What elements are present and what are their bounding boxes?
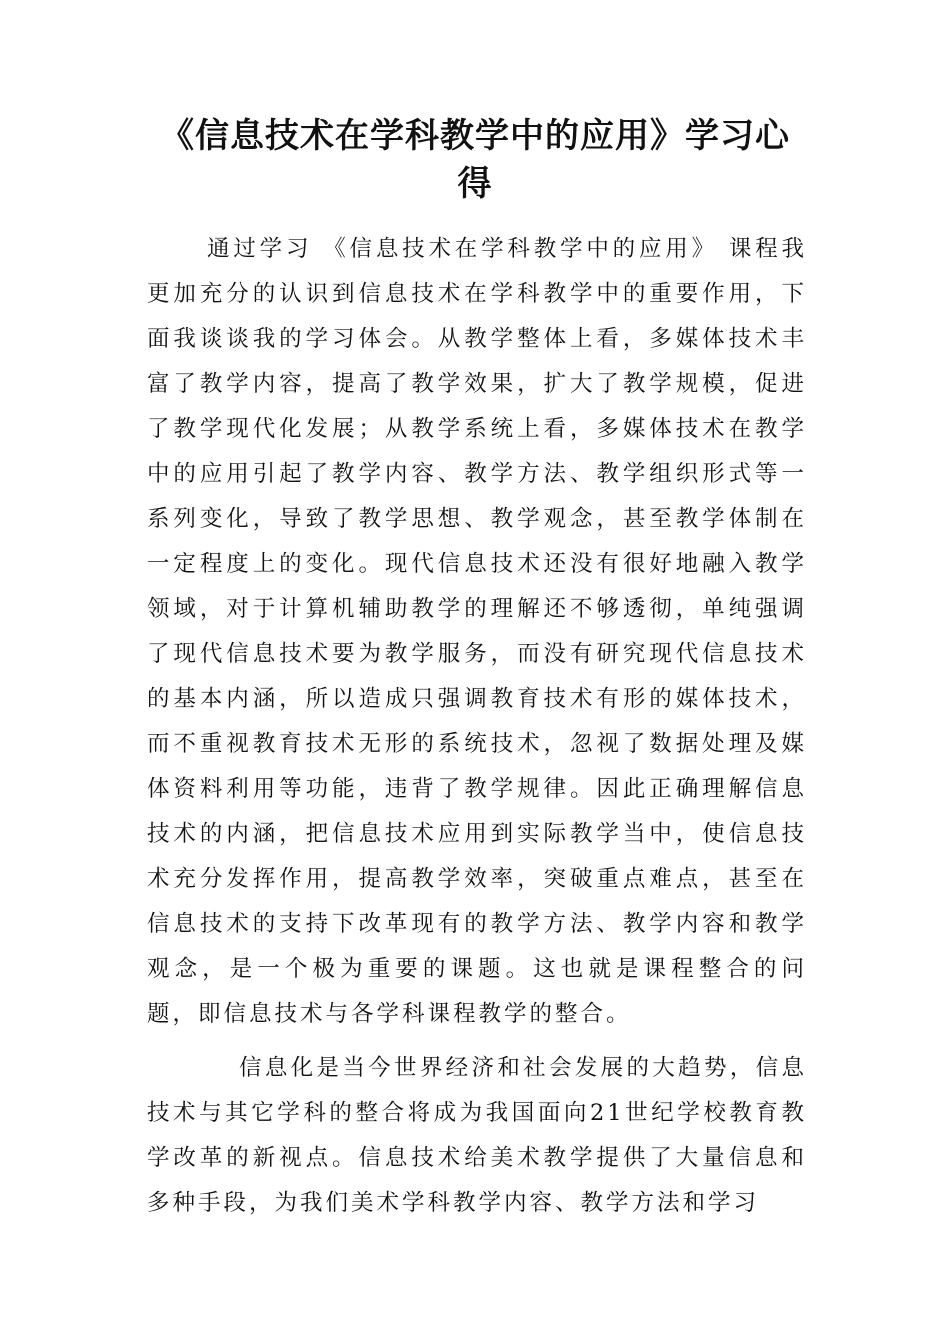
body-paragraph-2: 信息化是当今世界经济和社会发展的大趋势，信息技术与其它学科的整合将成为我国面向21世纪学校教育教学改革的新视点。信息技术给美术教学提供了大量信息和多种手段，为我们美术学科教学内容、教学方法和学习 (147, 1055, 807, 1216)
body-paragraph-1: 通过学习 《信息技术在学科教学中的应用》 课程我更加充分的认识到信息技术在学科教学中的重要作用，下面我谈谈我的学习体会。从教学整体上看，多媒体技术丰富了教学内容，提高了教学效果，扩大了教学规模，促进了教学现代化发展；从教学系统上看，多媒体技术在教学中的应用引起了教学内容、教学方法、教学组织形式等一系列变化，导致了教学思想、教学观念，甚至教学体制在一定程度上的变化。现代信息技术还没有很好地融入教学领域，对于计算机辅助教学的理解还不够透彻，单纯强调了现代信息技术要为教学服务，而没有研究现代信息技术的基本内涵，所以造成只强调教育技术有形的媒体技术，而不重视教育技术无形的系统技术，忽视了数据处理及媒体资料利用等功能，违背了教学规律。因此正确理解信息技术的内涵，把信息技术应用到实际教学当中，使信息技术充分发挥作用，提高教学效率，突破重点难点，甚至在信息技术的支持下改革现有的教学方法、教学内容和教学观念，是一个极为重要的课题。这也就是课程整合的问题，即信息技术与各学科课程教学的整合。 (147, 236, 807, 1027)
document-title: 《信息技术在学科教学中的应用》学习心得 (160, 116, 790, 204)
